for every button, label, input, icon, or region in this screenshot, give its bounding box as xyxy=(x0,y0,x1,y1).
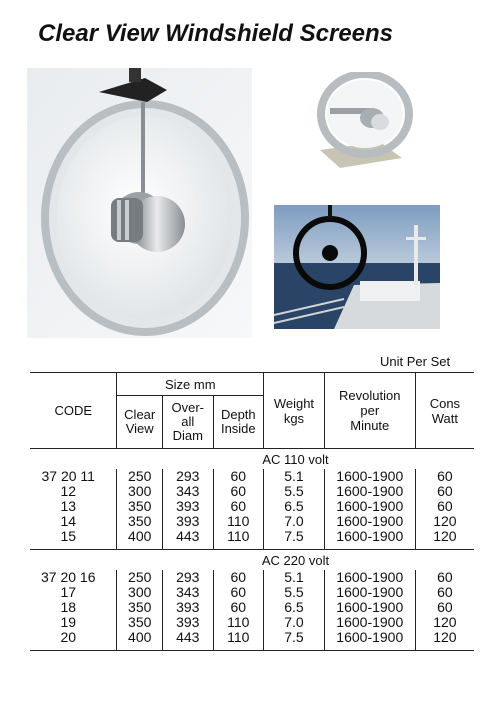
cell-clear: 350 xyxy=(117,514,163,529)
cell-depth: 110 xyxy=(213,514,264,529)
product-photo-small xyxy=(310,72,430,172)
cell-diam: 393 xyxy=(162,499,213,514)
cell-depth: 60 xyxy=(213,570,264,585)
spacer-cell xyxy=(213,645,264,651)
cell-depth: 60 xyxy=(213,484,264,499)
spec-table xyxy=(30,372,474,651)
header-cons-watt: Cons Watt xyxy=(415,373,474,449)
section-header-row xyxy=(30,550,474,571)
spacer-cell xyxy=(264,645,325,651)
cell-diam: 393 xyxy=(162,600,213,615)
cell-clear: 300 xyxy=(117,585,163,600)
spacer-cell xyxy=(324,645,415,651)
cell-weight: 5.1 xyxy=(264,469,325,484)
header-depth-inside: Depth Inside xyxy=(213,396,264,449)
cell-code: 13 xyxy=(60,498,77,514)
section-header-row xyxy=(30,449,474,470)
section-spacer xyxy=(30,550,117,571)
spec-table-body xyxy=(30,449,474,651)
cell-depth: 60 xyxy=(213,499,264,514)
section-bottom-spacer xyxy=(30,645,474,651)
cell-watt: 120 xyxy=(415,615,474,630)
cell-clear: 350 xyxy=(117,615,163,630)
cell-weight: 7.0 xyxy=(264,514,325,529)
spacer-cell xyxy=(162,645,213,651)
cell-clear: 350 xyxy=(117,600,163,615)
header-clear-view: Clear View xyxy=(117,396,163,449)
cell-clear: 400 xyxy=(117,630,163,645)
cell-weight: 5.5 xyxy=(264,484,325,499)
table-row xyxy=(30,570,474,585)
ship-installation-photo xyxy=(274,205,440,329)
cell-code: 17 xyxy=(60,584,77,600)
cell-diam: 443 xyxy=(162,529,213,544)
cell-diam: 343 xyxy=(162,484,213,499)
cell-depth: 110 xyxy=(213,529,264,544)
header-revolution: Revolution per Minute xyxy=(324,373,415,449)
cell-depth: 110 xyxy=(213,630,264,645)
cell-code: 20 xyxy=(60,629,77,645)
cell-code: 37 20 16 xyxy=(40,569,96,585)
cell-weight: 7.0 xyxy=(264,615,325,630)
section-label: AC 110 volt xyxy=(117,449,474,470)
table-row xyxy=(30,529,474,544)
table-row xyxy=(30,585,474,600)
cell-clear: 250 xyxy=(117,570,163,585)
cell-rpm: 1600-1900 xyxy=(324,499,415,514)
cell-rpm: 1600-1900 xyxy=(324,529,415,544)
cell-watt: 60 xyxy=(415,585,474,600)
cell-weight: 6.5 xyxy=(264,499,325,514)
spacer-cell xyxy=(415,645,474,651)
table-row xyxy=(30,514,474,529)
cell-diam: 343 xyxy=(162,585,213,600)
table-row xyxy=(30,484,474,499)
cell-code: 14 xyxy=(60,513,77,529)
section-label: AC 220 volt xyxy=(117,550,474,571)
section-spacer xyxy=(30,449,117,470)
table-row xyxy=(30,469,474,484)
cell-depth: 60 xyxy=(213,600,264,615)
cell-rpm: 1600-1900 xyxy=(324,514,415,529)
cell-rpm: 1600-1900 xyxy=(324,585,415,600)
table-row xyxy=(30,630,474,645)
cell-watt: 60 xyxy=(415,600,474,615)
cell-code: 37 20 11 xyxy=(41,468,95,484)
cell-weight: 7.5 xyxy=(264,529,325,544)
cell-rpm: 1600-1900 xyxy=(324,615,415,630)
cell-depth: 60 xyxy=(213,585,264,600)
cell-diam: 293 xyxy=(162,469,213,484)
cell-watt: 120 xyxy=(415,514,474,529)
cell-diam: 393 xyxy=(162,514,213,529)
cell-diam: 393 xyxy=(162,615,213,630)
cell-depth: 60 xyxy=(213,469,264,484)
table-row xyxy=(30,600,474,615)
cell-rpm: 1600-1900 xyxy=(324,570,415,585)
header-weight: Weight kgs xyxy=(264,373,325,449)
cell-code: 19 xyxy=(60,614,77,630)
cell-watt: 60 xyxy=(415,469,474,484)
cell-weight: 7.5 xyxy=(264,630,325,645)
cell-watt: 60 xyxy=(415,499,474,514)
spacer-cell xyxy=(30,645,117,651)
cell-watt: 120 xyxy=(415,529,474,544)
header-overall-diam: Over- all Diam xyxy=(162,396,213,449)
cell-rpm: 1600-1900 xyxy=(324,630,415,645)
cell-diam: 293 xyxy=(162,570,213,585)
cell-weight: 6.5 xyxy=(264,600,325,615)
cell-clear: 300 xyxy=(117,484,163,499)
cell-diam: 443 xyxy=(162,630,213,645)
spacer-cell xyxy=(117,645,163,651)
cell-rpm: 1600-1900 xyxy=(324,600,415,615)
cell-watt: 120 xyxy=(415,630,474,645)
product-photo-main xyxy=(27,68,252,338)
header-size-group: Size mm xyxy=(117,373,264,396)
cell-code: 15 xyxy=(60,528,77,544)
cell-clear: 400 xyxy=(117,529,163,544)
cell-depth: 110 xyxy=(213,615,264,630)
cell-clear: 250 xyxy=(117,469,163,484)
cell-clear: 350 xyxy=(117,499,163,514)
header-code: CODE xyxy=(30,373,117,449)
page-title: Clear View Windshield Screens xyxy=(38,20,394,47)
cell-weight: 5.5 xyxy=(264,585,325,600)
cell-watt: 60 xyxy=(415,570,474,585)
cell-code: 18 xyxy=(60,599,77,615)
unit-label: Unit Per Set xyxy=(380,354,451,369)
cell-code: 12 xyxy=(60,483,77,499)
cell-watt: 60 xyxy=(415,484,474,499)
cell-rpm: 1600-1900 xyxy=(324,469,415,484)
table-row xyxy=(30,615,474,630)
table-row xyxy=(30,499,474,514)
cell-weight: 5.1 xyxy=(264,570,325,585)
cell-rpm: 1600-1900 xyxy=(324,484,415,499)
